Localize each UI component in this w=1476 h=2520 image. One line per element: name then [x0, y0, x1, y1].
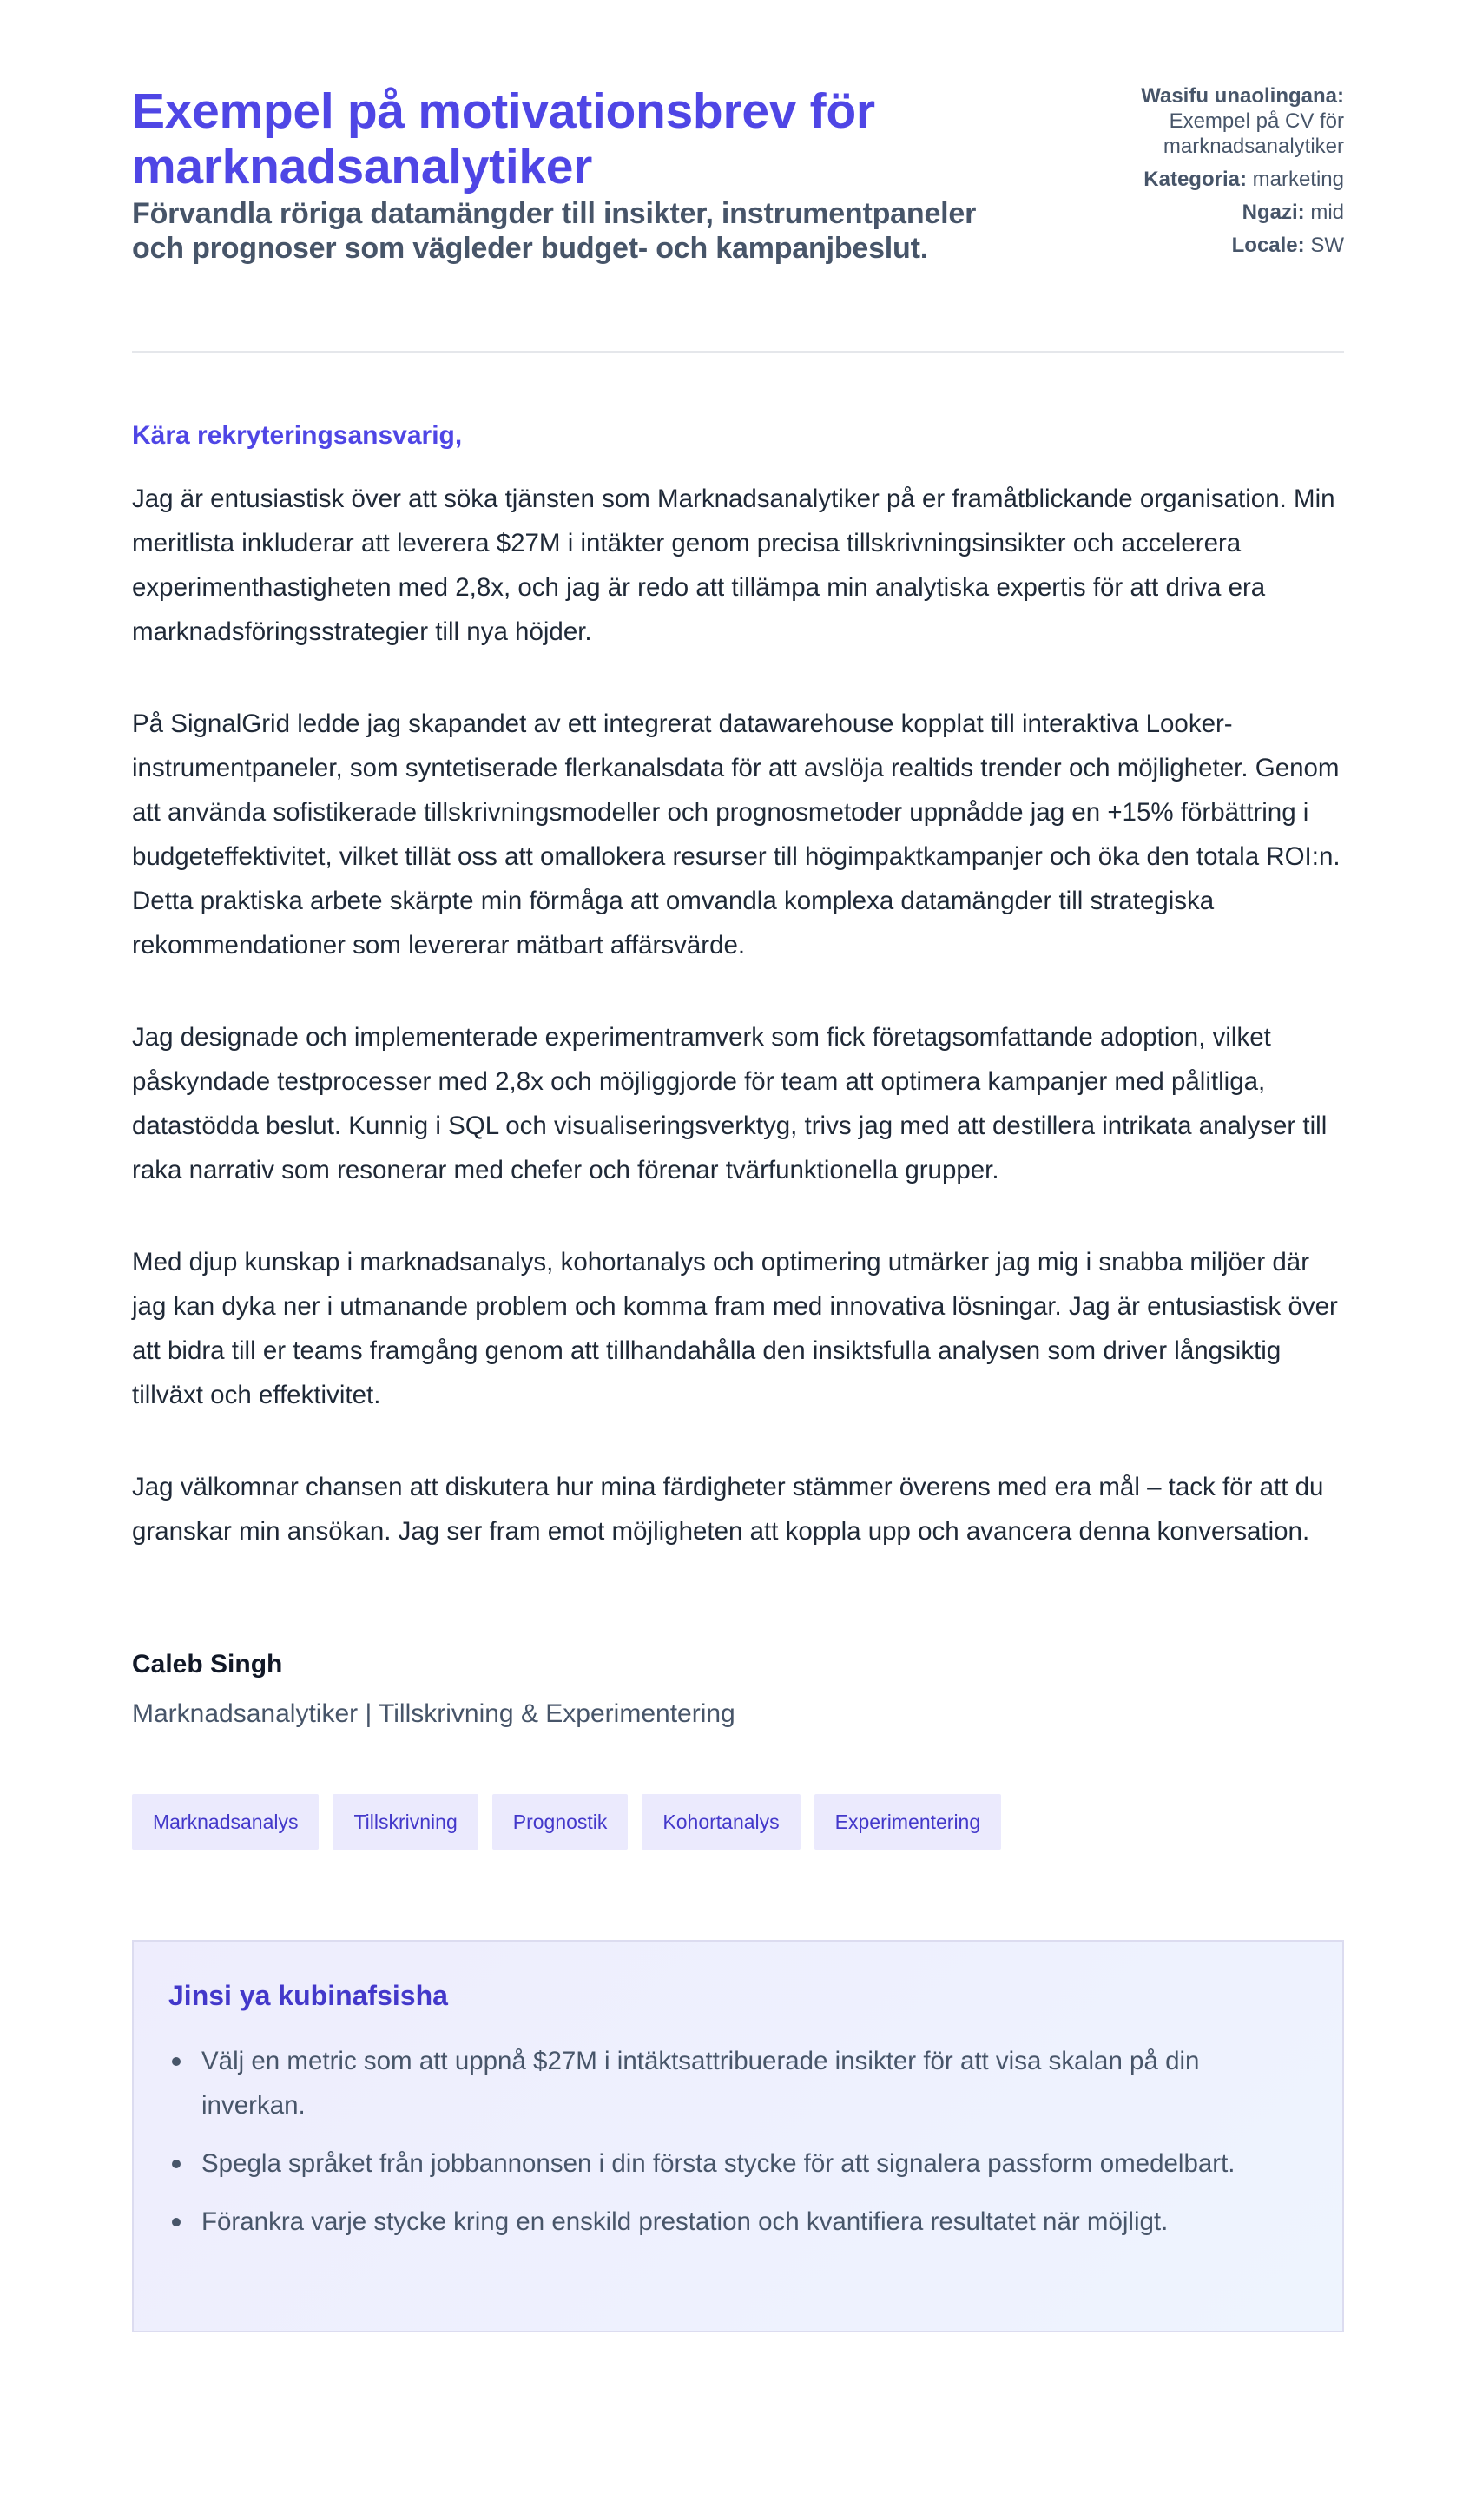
tip-text: Förankra varje stycke kring en enskild prestation och kvantifiera resultatet när möjligt. [201, 2207, 1169, 2236]
meta-locale [1084, 233, 1344, 258]
tip-item [168, 2200, 1308, 2244]
meta-label: Ngazi: [1242, 201, 1305, 224]
skill-tag: Kohortanalys [642, 1794, 800, 1850]
tips-list [168, 2039, 1308, 2244]
letter-body [132, 419, 1344, 1732]
meta-label: Locale: [1231, 234, 1305, 257]
letter-paragraph: Jag är entusiastisk över att söka tjänsten som Marknadsanalytiker på er framåtblickande organisation. Min meritlista inkluderar att leverera $27M i intäkter genom precisa tillskrivningsinsikter och accelerera experimenthastigheten med 2,8x, och jag är redo att tillämpa min analytiska expertis för att driva era marknadsföringsstrategier till nya höjder. [132, 485, 1335, 646]
skill-tag: Tillskrivning [333, 1794, 478, 1850]
signature-role: Marknadsanalytiker | Tillskrivning & Experimentering [132, 1699, 735, 1728]
letter-paragraph: Jag designade och implementerade experimentramverk som fick företagsomfattande adoption, vilket påskyndade testprocesser med 2,8x och möjliggjorde för team att optimera kampanjer med pålitliga, datastödda beslut. Kunnig i SQL och visualiseringsverktyg, trivs jag med att destillera intrikata analyser till raka narrativ som resonerar med chefer och förenar tvärfunktionella grupper. [132, 1023, 1328, 1184]
tip-text: Välj en metric som att uppnå $27M i intäktsattribuerade insikter för att visa skalan på din inverkan. [201, 2047, 1200, 2120]
tip-item [168, 2141, 1308, 2186]
meta-value: mid [1310, 201, 1344, 224]
page-header [132, 0, 1344, 353]
meta-label: Wasifu unaolingana: [1141, 84, 1344, 108]
meta-category [1084, 167, 1344, 192]
letter-greeting: Kära rekryteringsansvarig, [132, 421, 463, 450]
bullet-icon [172, 2057, 181, 2066]
skill-tag: Marknadsanalys [132, 1794, 319, 1850]
meta-matching-resume [1084, 83, 1344, 159]
letter-paragraph: Med djup kunskap i marknadsanalys, kohortanalys och optimering utmärker jag mig i snabba miljöer där jag kan dyka ner i utmanande problem och komma fram med innovativa lösningar. Jag är entusiastisk över att bidra till er teams framgång genom att tillhandahålla den insiktsfulla analysen som driver långsiktig tillväxt och effektivitet. [132, 1248, 1338, 1409]
letter-paragraph: På SignalGrid ledde jag skapandet av ett integrerat datawarehouse kopplat till interaktiva Looker-instrumentpaneler, som syntetiserade flerkanalsdata för att avslöja realtids trender och möjligheter. Genom att använda sofistikerade tillskrivningsmodeller och prognosmetoder uppnådde jag en +15% förbättring i budgeteffektivitet, vilket tillät oss att omallokera resurser till högimpaktkampanjer och öka den totala ROI:n. Detta praktiska arbete skärpte min förmåga att omvandla komplexa datamängder till strategiska rekommendationer som levererar mätbart affärsvärde. [132, 709, 1341, 960]
meta-value[interactable]: Exempel på CV för marknadsanalytiker [1163, 109, 1344, 158]
skill-tag: Experimentering [814, 1794, 1001, 1850]
meta-label: Kategoria: [1143, 168, 1247, 191]
tip-item [168, 2039, 1308, 2127]
cover-letter-page [132, 0, 1344, 2332]
meta-level [1084, 200, 1344, 225]
meta-value: marketing [1252, 168, 1344, 191]
bullet-icon [172, 2218, 181, 2226]
letter-paragraph: Jag välkomnar chansen att diskutera hur mina färdigheter stämmer överens med era mål – tack för att du granskar min ansökan. Jag ser fram emot möjligheten att koppla upp och avancera denna konversation. [132, 1473, 1324, 1546]
tip-text: Spegla språket från jobbannonsen i din första stycke för att signalera passform omedelbart. [201, 2149, 1235, 2178]
page-title: Exempel på motivationsbrev för marknadsanalytiker [132, 83, 875, 195]
bullet-icon [172, 2160, 181, 2168]
customization-tips [132, 1940, 1344, 2332]
signature-block [132, 1647, 1344, 1732]
meta-info [1084, 83, 1344, 266]
tips-title: Jinsi ya kubinafsisha [168, 1980, 448, 2011]
meta-value: SW [1310, 234, 1344, 257]
skill-tags [132, 1794, 1344, 1850]
signature-name: Caleb Singh [132, 1650, 283, 1679]
page-subtitle: Förvandla röriga datamängder till insikter, instrumentpaneler och prognoser som vägleder budget- och kampanjbeslut. [132, 197, 977, 265]
skill-tag: Prognostik [492, 1794, 629, 1850]
